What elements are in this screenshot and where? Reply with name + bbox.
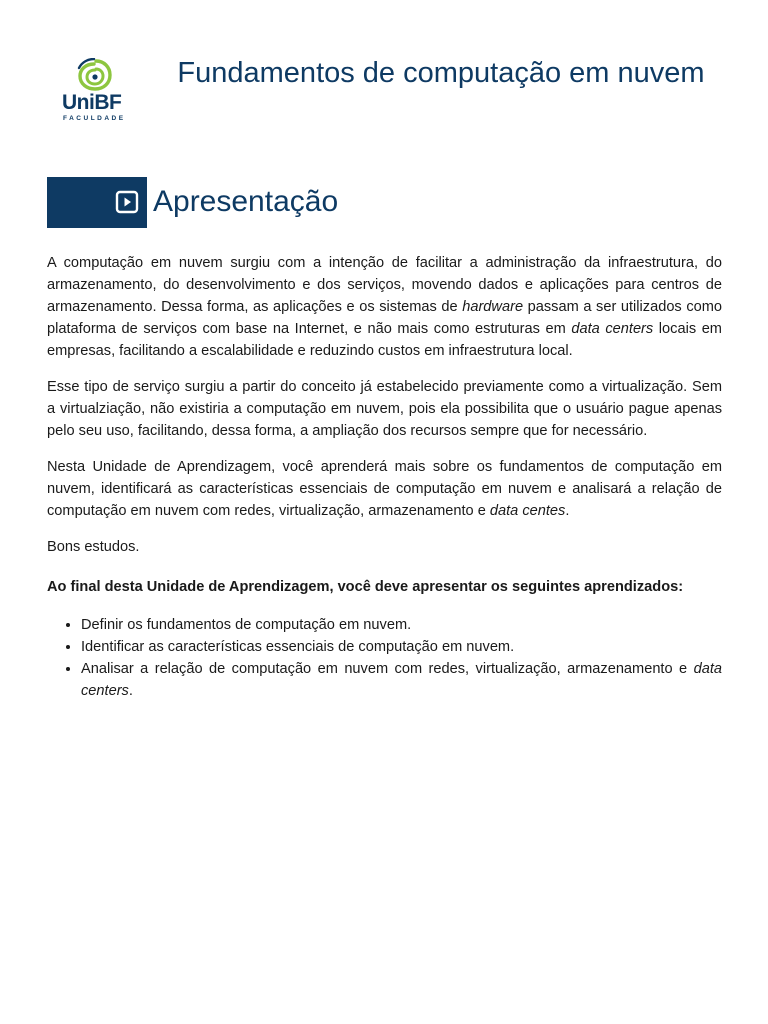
text-italic: hardware	[462, 299, 524, 315]
unibf-logo	[58, 58, 132, 128]
text-run: A computação em nuvem surgiu com a intenção de facilitar a administração da infraestrutura, do armazenamento, do desenvolvimento e dos serviços, movendo dados e aplicações para centros de armazenamento. Dessa forma, as aplicações e os sistemas de	[47, 255, 722, 315]
banner-block	[47, 177, 147, 228]
main-content	[47, 252, 722, 702]
objectives-list	[47, 614, 722, 702]
logo-subtitle: FACULDADE	[63, 115, 126, 122]
text-italic: data centers	[81, 661, 722, 699]
text-italic: data centers	[571, 321, 654, 337]
text-italic: data centes	[489, 503, 566, 519]
list-item: • Definir os fundamentos de computação em nuvem.	[81, 614, 722, 636]
paragraph-closing: Bons estudos.	[47, 539, 140, 555]
list-item: • Identificar as características essenciais de computação em nuvem.	[81, 636, 722, 658]
text-run: passam a ser utilizados como plataforma de serviços com base na Internet, e não mais como estruturas em	[47, 299, 723, 337]
section-title: Apresentação	[153, 185, 339, 218]
document-title: Fundamentos de computação em nuvem	[177, 57, 705, 89]
text-run: .	[565, 503, 570, 519]
paragraph-virtualization: Esse tipo de serviço surgiu a partir do conceito já estabelecido previamente como a virtualização. Sem a virtualziação, não existiria a computação em nuvem, pois ela possibilita que o usuário pague apenas pelo seu uso, facilitando, dessa forma, a ampliação dos recursos sempre que for necessário.	[47, 379, 722, 439]
play-square-icon	[115, 190, 139, 214]
paragraph-intro	[47, 252, 722, 362]
text-run: locais em empresas, facilitando a escalabilidade e reduzindo custos em infraestrutura local.	[47, 321, 722, 359]
paragraph-unit	[47, 456, 722, 522]
page-header	[0, 0, 768, 160]
list-item	[81, 658, 722, 702]
text-run: Analisar a relação de computação em nuvem com redes, virtualização, armazenamento e	[81, 661, 694, 677]
logo-wordmark: UniBF	[62, 91, 122, 114]
logo-swirl-icon	[74, 58, 114, 92]
text-run: .	[128, 683, 133, 699]
text-run: Nesta Unidade de Aprendizagem, você aprenderá mais sobre os fundamentos de computação em nuvem, identificará as características essenciais de computação em nuvem e analisará a relação de computação em nuvem com redes, virtualização, armazenamento e	[47, 459, 722, 519]
objectives-heading: Ao final desta Unidade de Aprendizagem, você deve apresentar os seguintes aprendizados:	[47, 579, 684, 595]
